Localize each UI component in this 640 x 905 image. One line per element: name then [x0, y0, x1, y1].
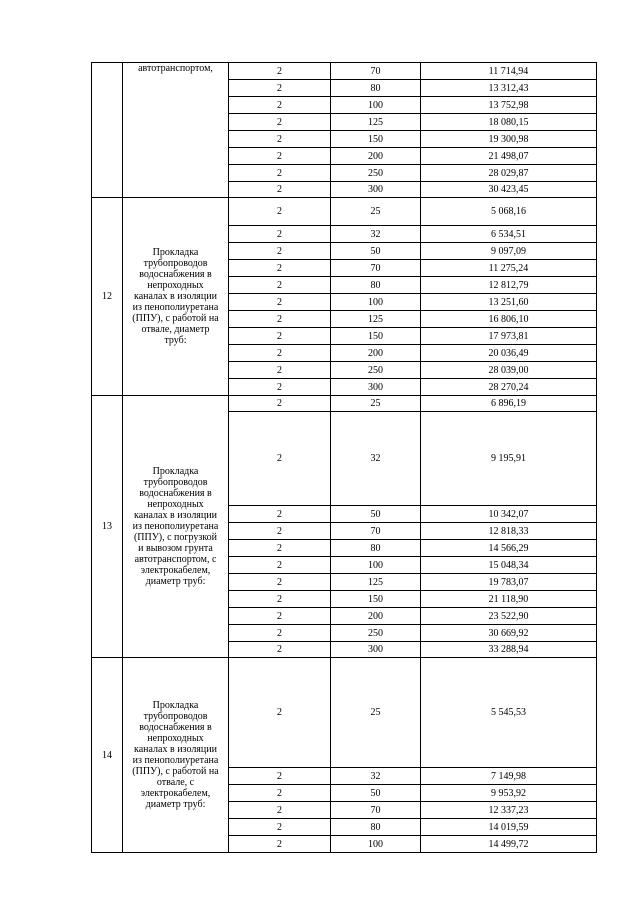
diameter-cell: 125 — [331, 311, 421, 328]
count-cell: 2 — [229, 328, 331, 345]
diameter-cell: 250 — [331, 362, 421, 379]
count-cell: 2 — [229, 198, 331, 226]
table-row — [92, 658, 597, 768]
item-description: Прокладка трубопроводов водоснабжения в непроходных каналах в изоляции из пенополиуретана (ППУ), с работой на отвале, диаметр труб: — [123, 198, 229, 396]
count-cell: 2 — [229, 311, 331, 328]
count-cell: 2 — [229, 625, 331, 642]
count-cell: 2 — [229, 574, 331, 591]
count-cell: 2 — [229, 294, 331, 311]
diameter-cell: 100 — [331, 557, 421, 574]
price-cell: 9 953,92 — [421, 785, 597, 802]
diameter-cell: 70 — [331, 260, 421, 277]
item-number: 12 — [92, 198, 123, 396]
count-cell: 2 — [229, 97, 331, 114]
diameter-cell: 150 — [331, 328, 421, 345]
count-cell: 2 — [229, 785, 331, 802]
count-cell: 2 — [229, 165, 331, 182]
diameter-cell: 70 — [331, 523, 421, 540]
diameter-cell: 300 — [331, 182, 421, 198]
price-cell: 19 783,07 — [421, 574, 597, 591]
price-cell: 13 251,60 — [421, 294, 597, 311]
diameter-cell: 100 — [331, 294, 421, 311]
count-cell: 2 — [229, 131, 331, 148]
diameter-cell: 32 — [331, 226, 421, 243]
diameter-cell: 250 — [331, 165, 421, 182]
count-cell: 2 — [229, 591, 331, 608]
price-cell: 10 342,07 — [421, 506, 597, 523]
table-row — [92, 63, 597, 80]
item-description: автотранспортом, — [123, 63, 229, 198]
count-cell: 2 — [229, 345, 331, 362]
count-cell: 2 — [229, 836, 331, 853]
count-cell: 2 — [229, 260, 331, 277]
count-cell: 2 — [229, 379, 331, 396]
diameter-cell: 150 — [331, 131, 421, 148]
diameter-cell: 300 — [331, 642, 421, 658]
item-description: Прокладка трубопроводов водоснабжения в непроходных каналах в изоляции из пенополиуретана (ППУ), с погрузкой и вывозом грунта автотранспортом, с электрокабелем, диаметр труб: — [123, 396, 229, 658]
rates-table-body — [92, 63, 597, 853]
count-cell: 2 — [229, 768, 331, 785]
price-cell: 11 275,24 — [421, 260, 597, 277]
diameter-cell: 32 — [331, 412, 421, 506]
price-cell: 28 029,87 — [421, 165, 597, 182]
price-cell: 19 300,98 — [421, 131, 597, 148]
price-cell: 15 048,34 — [421, 557, 597, 574]
price-cell: 11 714,94 — [421, 63, 597, 80]
rates-table — [91, 62, 597, 853]
count-cell: 2 — [229, 114, 331, 131]
price-cell: 17 973,81 — [421, 328, 597, 345]
count-cell: 2 — [229, 540, 331, 557]
diameter-cell: 80 — [331, 540, 421, 557]
price-cell: 21 498,07 — [421, 148, 597, 165]
diameter-cell: 125 — [331, 114, 421, 131]
price-cell: 13 312,43 — [421, 80, 597, 97]
diameter-cell: 200 — [331, 148, 421, 165]
count-cell: 2 — [229, 277, 331, 294]
diameter-cell: 80 — [331, 277, 421, 294]
count-cell: 2 — [229, 819, 331, 836]
price-cell: 6 896,19 — [421, 396, 597, 412]
count-cell: 2 — [229, 396, 331, 412]
diameter-cell: 50 — [331, 785, 421, 802]
price-cell: 20 036,49 — [421, 345, 597, 362]
price-cell: 6 534,51 — [421, 226, 597, 243]
price-cell: 5 545,53 — [421, 658, 597, 768]
count-cell: 2 — [229, 557, 331, 574]
price-cell: 9 195,91 — [421, 412, 597, 506]
item-number: 13 — [92, 396, 123, 658]
count-cell: 2 — [229, 182, 331, 198]
count-cell: 2 — [229, 523, 331, 540]
price-cell: 23 522,90 — [421, 608, 597, 625]
count-cell: 2 — [229, 148, 331, 165]
price-cell: 18 080,15 — [421, 114, 597, 131]
price-cell: 33 288,94 — [421, 642, 597, 658]
price-cell: 9 097,09 — [421, 243, 597, 260]
count-cell: 2 — [229, 608, 331, 625]
diameter-cell: 50 — [331, 506, 421, 523]
price-cell: 5 068,16 — [421, 198, 597, 226]
price-cell: 13 752,98 — [421, 97, 597, 114]
diameter-cell: 70 — [331, 802, 421, 819]
price-cell: 30 669,92 — [421, 625, 597, 642]
diameter-cell: 80 — [331, 819, 421, 836]
count-cell: 2 — [229, 506, 331, 523]
diameter-cell: 100 — [331, 836, 421, 853]
diameter-cell: 200 — [331, 608, 421, 625]
count-cell: 2 — [229, 63, 331, 80]
diameter-cell: 25 — [331, 658, 421, 768]
count-cell: 2 — [229, 412, 331, 506]
price-cell: 28 039,00 — [421, 362, 597, 379]
price-cell: 14 566,29 — [421, 540, 597, 557]
diameter-cell: 250 — [331, 625, 421, 642]
price-cell: 12 337,23 — [421, 802, 597, 819]
diameter-cell: 80 — [331, 80, 421, 97]
diameter-cell: 50 — [331, 243, 421, 260]
price-cell: 7 149,98 — [421, 768, 597, 785]
count-cell: 2 — [229, 642, 331, 658]
count-cell: 2 — [229, 243, 331, 260]
price-cell: 14 019,59 — [421, 819, 597, 836]
item-description: Прокладка трубопроводов водоснабжения в непроходных каналах в изоляции из пенополиуретана (ППУ), с работой на отвале, с электрокабелем, диаметр труб: — [123, 658, 229, 853]
diameter-cell: 125 — [331, 574, 421, 591]
diameter-cell: 300 — [331, 379, 421, 396]
price-cell: 16 806,10 — [421, 311, 597, 328]
table-row — [92, 198, 597, 226]
diameter-cell: 32 — [331, 768, 421, 785]
diameter-cell: 70 — [331, 63, 421, 80]
diameter-cell: 100 — [331, 97, 421, 114]
price-cell: 30 423,45 — [421, 182, 597, 198]
diameter-cell: 200 — [331, 345, 421, 362]
count-cell: 2 — [229, 80, 331, 97]
count-cell: 2 — [229, 362, 331, 379]
diameter-cell: 25 — [331, 198, 421, 226]
count-cell: 2 — [229, 226, 331, 243]
price-cell: 21 118,90 — [421, 591, 597, 608]
price-cell: 12 812,79 — [421, 277, 597, 294]
price-cell: 12 818,33 — [421, 523, 597, 540]
count-cell: 2 — [229, 802, 331, 819]
price-cell: 28 270,24 — [421, 379, 597, 396]
diameter-cell: 150 — [331, 591, 421, 608]
item-number — [92, 63, 123, 198]
table-row — [92, 396, 597, 412]
price-cell: 14 499,72 — [421, 836, 597, 853]
diameter-cell: 25 — [331, 396, 421, 412]
count-cell: 2 — [229, 658, 331, 768]
item-number: 14 — [92, 658, 123, 853]
